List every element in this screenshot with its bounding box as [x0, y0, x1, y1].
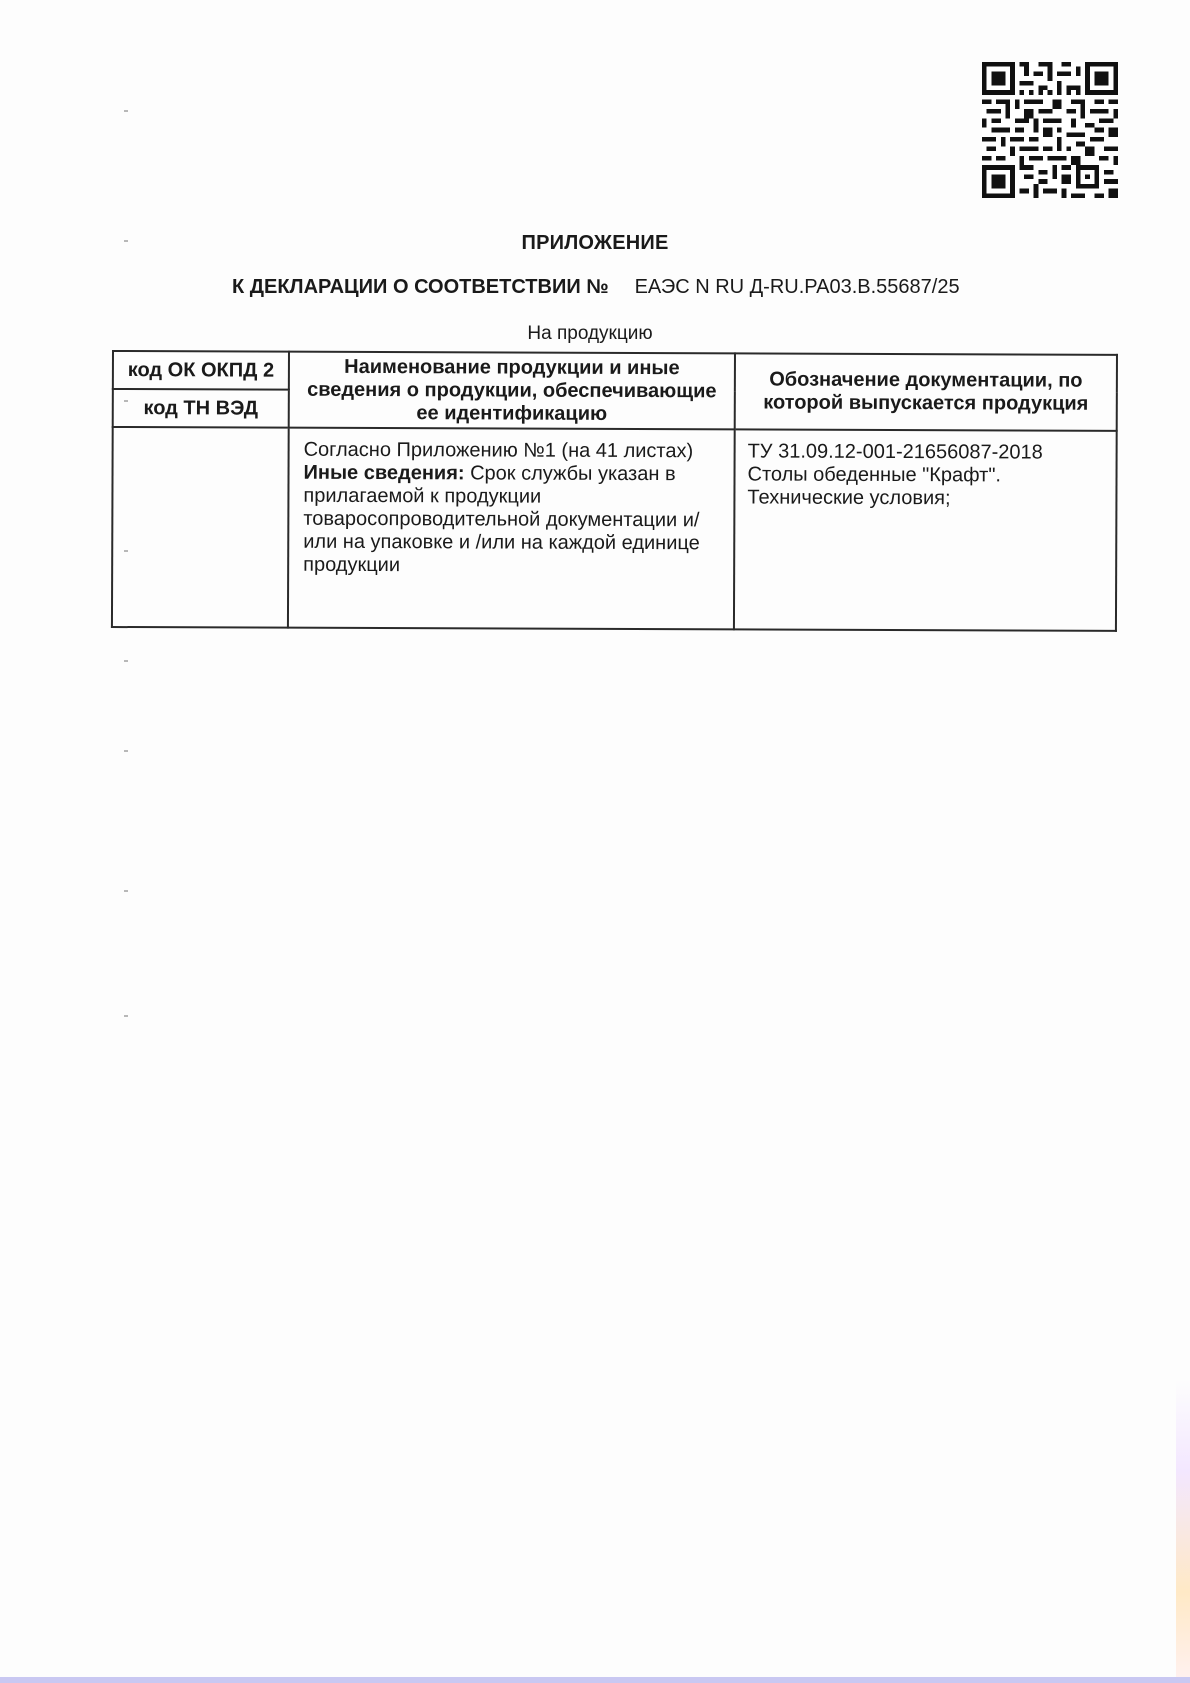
header-product-name: Наименование продукции и иные сведения о продукции, обеспечивающие ее идентификацию	[289, 352, 735, 430]
qr-code-icon	[980, 62, 1120, 198]
header-tnved: код ТН ВЭД	[113, 389, 289, 428]
table-row	[112, 427, 1117, 631]
doc-line-1: ТУ 31.09.12-001-21656087-2018	[747, 440, 1043, 464]
for-product-caption: На продукцию	[527, 323, 653, 344]
scan-edge-right	[1176, 1380, 1190, 1683]
doc-line-2: Столы обеденные "Крафт".	[747, 463, 1002, 487]
scan-edge-bottom	[0, 1677, 1190, 1683]
other-info	[303, 462, 719, 579]
declaration-number: ЕАЭС N RU Д-RU.PA03.B.55687/25	[634, 276, 960, 298]
product-table	[111, 350, 1118, 632]
declaration-label: К ДЕКЛАРАЦИИ О СООТВЕТСТВИИ №	[232, 276, 609, 298]
document-title: ПРИЛОЖЕНИЕ	[521, 232, 669, 254]
header-documentation: Обозначение документации, по которой выпускается продукция	[735, 353, 1117, 430]
other-info-label: Иные сведения:	[303, 461, 465, 485]
table-header-row	[113, 351, 1117, 393]
other-info-text: Срок службы указан в прилагаемой к продукции товаросопроводительной документации и/или на упаковке и /или на каждой единице продукции	[303, 462, 700, 577]
product-name-text: Согласно Приложению №1 (на 41 листах)	[303, 438, 694, 463]
cell-documentation	[734, 429, 1117, 630]
cell-product-name	[288, 428, 735, 630]
declaration-heading	[232, 276, 960, 299]
doc-line-3: Технические условия;	[747, 486, 951, 510]
cell-codes	[112, 427, 289, 628]
header-okpd: код ОК ОКПД 2	[113, 351, 289, 390]
